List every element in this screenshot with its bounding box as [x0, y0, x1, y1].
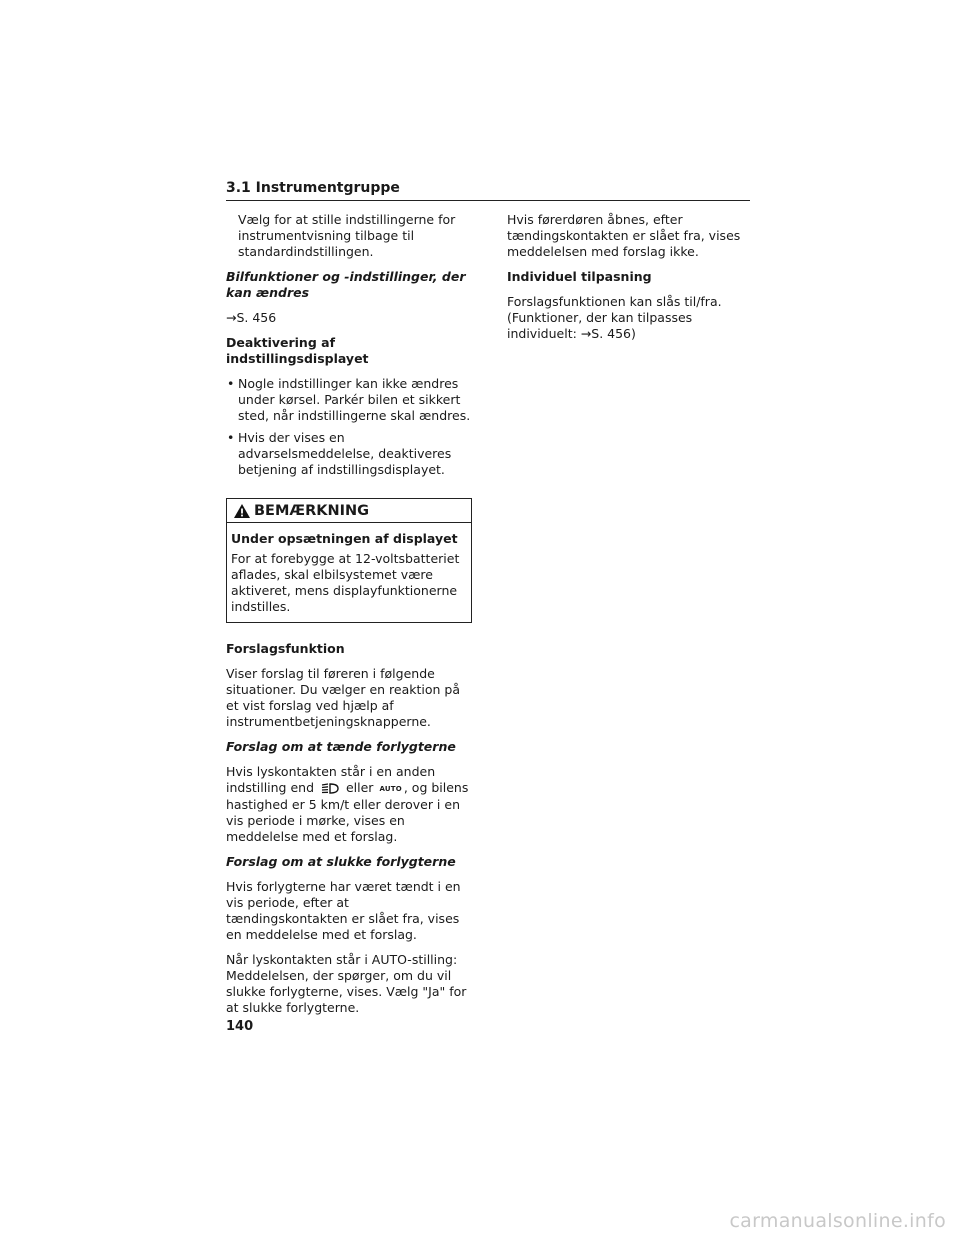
deactivation-list — [226, 376, 472, 478]
notice-subtitle: Under opsætningen af displayet — [231, 531, 458, 546]
deactivation-heading: Deaktivering af indstillingsdisplayet — [226, 335, 369, 366]
suggestion-paragraph: Viser forslag til føreren i følgende situationer. Du vælger en reaktion på et vist forslag ved hjælp af instrumentbetjeningsknapperne. — [226, 666, 460, 729]
warning-icon — [233, 503, 251, 519]
turn-on-text-1: Hvis lyskontakten står i en anden indstilling end — [226, 764, 436, 795]
custom-paragraph: Forslagsfunktionen kan slås til/fra. (Funktioner, der kan tilpasses individuelt: →S. 456) — [507, 294, 722, 341]
auto-icon: AUTO — [379, 784, 402, 793]
custom-heading: Individuel tilpasning — [507, 269, 652, 284]
turn-on-text-3: , og bilens hastighed er 5 km/t eller derover i en vis periode i mørke, vises en meddelelse med et forslag. — [226, 780, 469, 844]
left-column — [226, 212, 472, 1025]
list-item: • Nogle indstillinger kan ikke ændres under kørsel. Parkér bilen et sikkert sted, når indstillingerne skal ændres. — [226, 376, 472, 424]
suggestion-heading: Forslagsfunktion — [226, 641, 345, 656]
page-number: 140 — [226, 1019, 254, 1034]
turn-off-heading: Forslag om at slukke forlygterne — [226, 853, 456, 869]
right-column — [507, 212, 753, 351]
notice-box — [226, 498, 472, 623]
turn-on-heading: Forslag om at tænde forlygterne — [226, 739, 456, 754]
notice-body — [227, 523, 471, 622]
auto-paragraph: Når lyskontakten står i AUTO-stilling: Meddelelsen, der spørger, om du vil slukke forlygterne, vises. Vælg "Ja" for at slukke forlygterne. — [226, 951, 467, 1015]
notice-text: For at forebygge at 12-voltsbatteriet aflades, skal elbilsystemet være aktiveret, mens displayfunktionerne indstilles. — [231, 551, 460, 614]
headlight-icon — [320, 782, 340, 795]
notice-header — [227, 499, 471, 523]
watermark: carmanualsonline.info — [729, 1210, 946, 1232]
door-paragraph: Hvis førerdøren åbnes, efter tændingskontakten er slået fra, vises meddelelsen med forslag ikke. — [507, 212, 741, 259]
page-reference-link[interactable]: →S. 456 — [226, 310, 277, 325]
functions-heading: Bilfunktioner og -indstillinger, der kan ændres — [226, 269, 466, 300]
list-item: • Hvis der vises en advarselsmeddelelse, deaktiveres betjening af indstillingsdisplayet. — [226, 430, 472, 478]
notice-title: BEMÆRKNING — [254, 503, 370, 519]
turn-on-paragraph — [226, 764, 472, 845]
turn-off-paragraph: Hvis forlygterne har været tændt i en vis periode, efter at tændingskontakten er slået fra, vises en meddelelse med et forslag. — [226, 878, 461, 942]
reset-paragraph: Vælg for at stille indstillingerne for instrumentvisning tilbage til standardindstillingen. — [238, 212, 456, 259]
turn-on-text-2: eller — [345, 780, 374, 795]
section-title: 3.1 Instrumentgruppe — [226, 179, 750, 201]
